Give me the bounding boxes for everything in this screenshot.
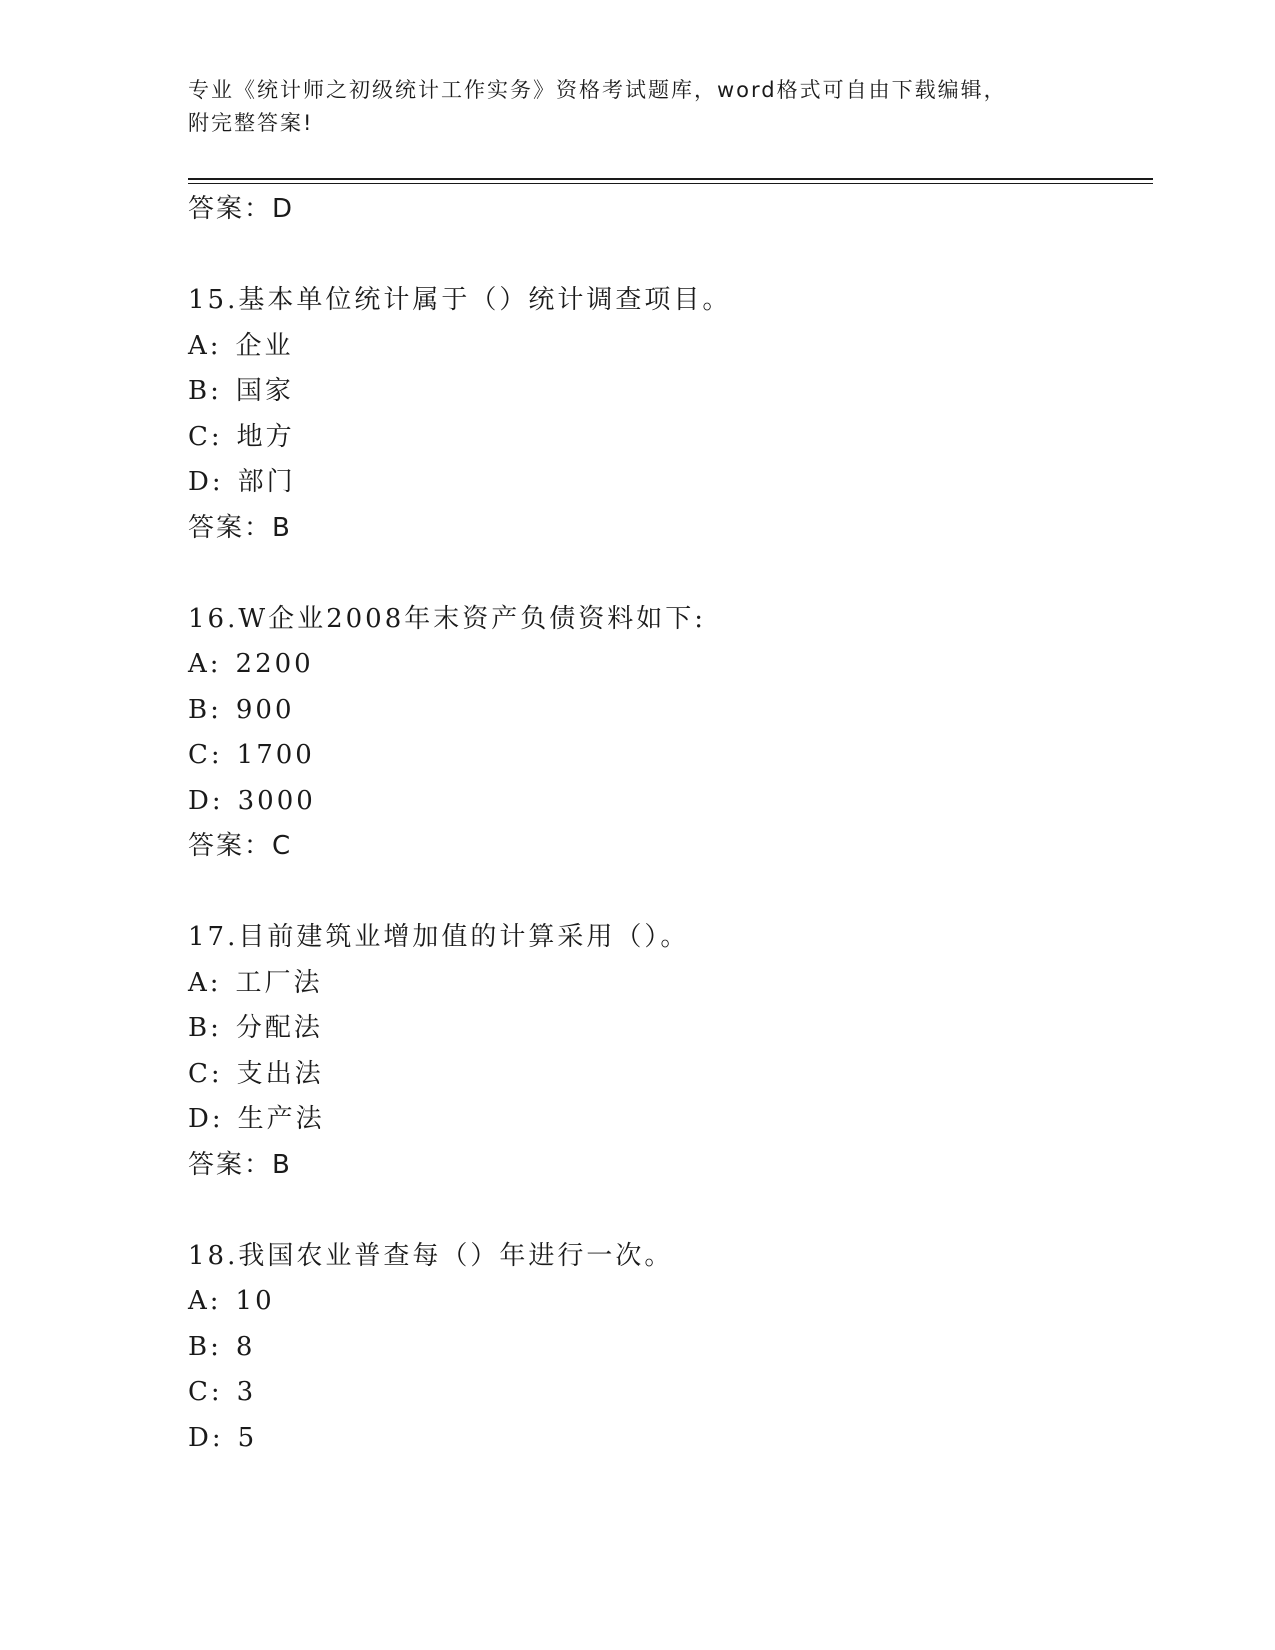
question-block-15	[188, 278, 1148, 551]
option-d	[188, 1097, 1148, 1143]
option-label: B:	[188, 694, 222, 725]
option-text: 部门	[237, 467, 296, 497]
option-c	[188, 733, 1148, 779]
answer-text: 答案：B	[188, 512, 292, 543]
option-text: 分配法	[235, 1013, 323, 1043]
option-b	[188, 1325, 1148, 1371]
spacer	[188, 1188, 1148, 1234]
option-b	[188, 369, 1148, 415]
header-divider-thin	[188, 183, 1153, 184]
option-label: B:	[188, 1013, 222, 1043]
answer-text: 答案：B	[188, 1149, 292, 1180]
option-label: A:	[188, 1286, 222, 1316]
option-b	[188, 688, 1148, 734]
option-d	[188, 1416, 1148, 1462]
question-text: 16.W企业2008年末资产负债资料如下:	[188, 603, 707, 634]
question-text: 15.基本单位统计属于（）统计调查项目。	[188, 285, 732, 315]
option-label: C:	[188, 421, 223, 452]
option-a	[188, 961, 1148, 1007]
question-text: 18.我国农业普查每（）年进行一次。	[188, 1240, 674, 1271]
option-text: 2200	[235, 649, 314, 679]
option-a	[188, 1279, 1148, 1325]
option-label: A:	[188, 967, 222, 998]
option-text: 1700	[236, 740, 315, 770]
option-label: D:	[188, 1422, 224, 1453]
option-text: 企业	[235, 330, 294, 361]
option-text: 地方	[236, 421, 295, 452]
option-text: 3000	[237, 785, 316, 816]
option-c	[188, 1052, 1148, 1098]
option-label: A:	[188, 330, 222, 361]
option-label: C:	[188, 740, 223, 770]
option-label: D:	[188, 1104, 224, 1134]
question-block-17	[188, 915, 1148, 1188]
option-text: 支出法	[236, 1058, 324, 1089]
option-a	[188, 642, 1148, 688]
option-text: 国家	[235, 376, 294, 406]
spacer	[188, 233, 1148, 279]
option-b	[188, 1006, 1148, 1052]
question-block-18	[188, 1234, 1148, 1462]
spacer	[188, 870, 1148, 916]
question-text: 17.目前建筑业增加值的计算采用（）。	[188, 922, 690, 952]
option-text: 3	[236, 1377, 257, 1407]
option-text: 10	[235, 1286, 275, 1316]
answer-text: 答案：C	[188, 831, 293, 861]
option-d	[188, 460, 1148, 506]
option-c	[188, 415, 1148, 461]
option-text: 生产法	[237, 1104, 325, 1134]
spacer	[188, 551, 1148, 597]
document-header	[188, 74, 1108, 140]
previous-answer: 答案：D	[188, 194, 295, 224]
option-label: A:	[188, 649, 222, 679]
option-text: 工厂法	[235, 967, 323, 998]
option-label: B:	[188, 1331, 222, 1362]
option-c	[188, 1370, 1148, 1416]
option-text: 900	[235, 694, 295, 725]
header-divider-thick	[188, 178, 1153, 180]
header-line-1: 专业《统计师之初级统计工作实务》资格考试题库，word格式可自由下载编辑，	[188, 78, 1007, 102]
option-text: 8	[235, 1331, 256, 1362]
option-a	[188, 324, 1148, 370]
option-label: C:	[188, 1058, 223, 1089]
option-d	[188, 779, 1148, 825]
question-list	[188, 187, 1148, 1461]
option-label: B:	[188, 376, 222, 406]
option-label: D:	[188, 467, 224, 497]
option-text: 5	[237, 1422, 258, 1453]
option-label: D:	[188, 785, 224, 816]
header-line-2: 附完整答案!	[188, 111, 314, 135]
question-block-16	[188, 597, 1148, 870]
option-label: C:	[188, 1377, 223, 1407]
